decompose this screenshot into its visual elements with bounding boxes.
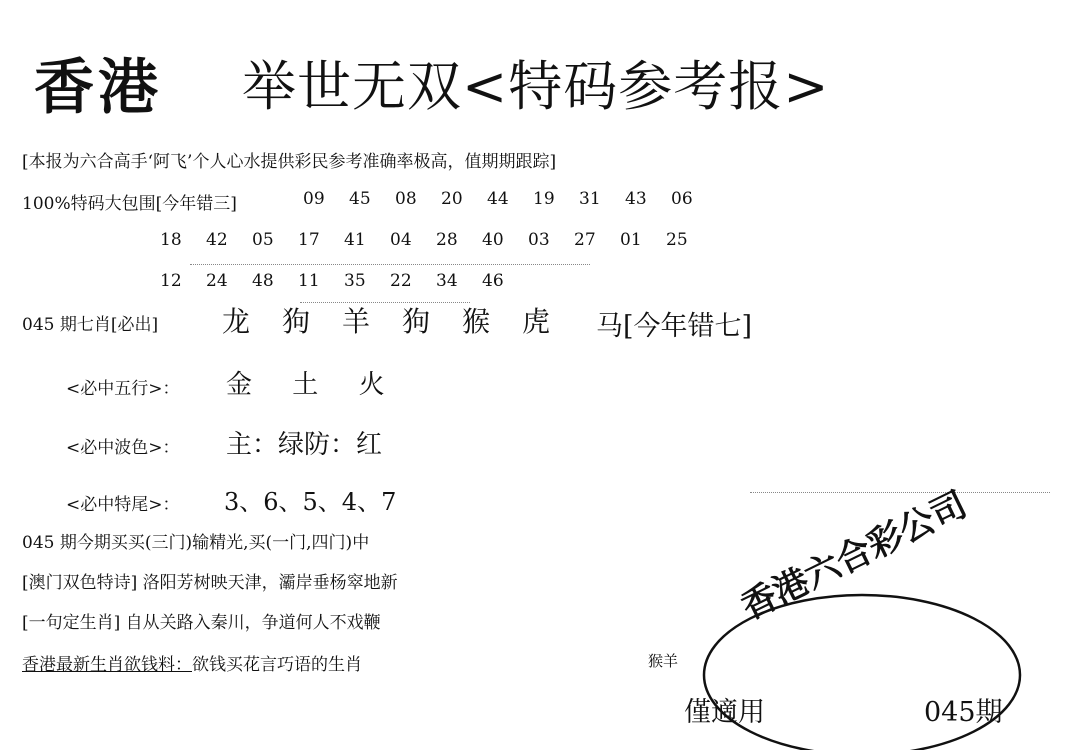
number-cell: 42 [206, 230, 228, 250]
brand-title: 香港 [34, 53, 162, 123]
zodiac-verse-line: [一句定生肖] 自从关路入秦川，争道何人不戏鞭 [22, 613, 381, 633]
number-cell: 11 [298, 271, 320, 291]
news-value: 欲钱买花言巧语的生肖 [192, 655, 362, 675]
five-elements-values [226, 364, 415, 401]
number-cell: 24 [206, 271, 228, 291]
special-numbers-row-2 [160, 230, 712, 250]
number-cell: 04 [390, 230, 412, 250]
element-item: 金 [226, 370, 255, 400]
news-line [22, 650, 362, 675]
number-cell: 28 [436, 230, 458, 250]
buy-line: 045 期今期买买(三门)输精光,买(一门,四门)中 [22, 533, 370, 553]
number-cell: 12 [160, 271, 182, 291]
news-label: 香港最新生肖欲钱料： [22, 655, 192, 675]
number-cell: 18 [160, 230, 182, 250]
special-numbers-row-3 [160, 271, 528, 291]
number-cell: 19 [533, 189, 555, 209]
zodiac-item: 狗 [402, 305, 431, 338]
number-cell: 08 [395, 189, 417, 209]
seal-text: 香港六合彩公司 [735, 484, 974, 629]
applies-label: 僅適用 [684, 697, 765, 728]
element-item: 火 [358, 370, 387, 400]
zodiac-item: 羊 [342, 305, 371, 338]
wave-color-value: 主：绿防：红 [226, 430, 383, 460]
number-cell: 06 [671, 189, 693, 209]
number-cell: 20 [441, 189, 463, 209]
number-cell: 03 [528, 230, 550, 250]
zodiac-item: 猴 [462, 305, 491, 338]
special-numbers-row-1 [303, 189, 717, 209]
newspaper-title: 举世无双<特码参考报> [242, 55, 830, 118]
scan-noise [750, 492, 1050, 494]
number-cell: 09 [303, 189, 325, 209]
number-cell: 45 [349, 189, 371, 209]
number-cell: 05 [252, 230, 274, 250]
seven-zodiacs-list [222, 300, 582, 340]
number-cell: 31 [579, 189, 601, 209]
tail-numbers-label: <必中特尾>： [66, 495, 180, 515]
special-numbers-label: 100%特码大包围[今年错三] [22, 194, 237, 214]
number-cell: 46 [482, 271, 504, 291]
number-cell: 01 [620, 230, 642, 250]
scan-noise [190, 264, 590, 266]
number-cell: 35 [344, 271, 366, 291]
number-cell: 41 [344, 230, 366, 250]
number-cell: 44 [487, 189, 509, 209]
zodiac-item: 狗 [282, 305, 311, 338]
issue-number: 045期 [924, 697, 1003, 728]
number-cell: 43 [625, 189, 647, 209]
number-cell: 22 [390, 271, 412, 291]
seven-zodiacs-last: 马[今年错七] [596, 311, 753, 342]
number-cell: 25 [666, 230, 688, 250]
macau-poem-line: [澳门双色特诗] 洛阳芳树映天津，灞岸垂杨窣地新 [22, 573, 398, 593]
tail-numbers-value: 3、6、5、4、7 [224, 488, 397, 516]
zodiac-item: 龙 [222, 305, 251, 338]
number-cell: 17 [298, 230, 320, 250]
five-elements-label: <必中五行>： [66, 379, 180, 399]
number-cell: 40 [482, 230, 504, 250]
wave-color-label: <必中波色>： [66, 438, 180, 458]
number-cell: 27 [574, 230, 596, 250]
side-zodiacs: 猴羊 [648, 652, 679, 670]
number-cell: 48 [252, 271, 274, 291]
intro-line: [本报为六合高手‘阿飞’个人心水提供彩民参考准确率极高，值期期跟踪] [22, 152, 557, 172]
number-cell: 34 [436, 271, 458, 291]
seven-zodiacs-label: 045 期七肖[必出] [22, 315, 159, 335]
element-item: 土 [292, 370, 321, 400]
zodiac-item: 虎 [522, 305, 551, 338]
